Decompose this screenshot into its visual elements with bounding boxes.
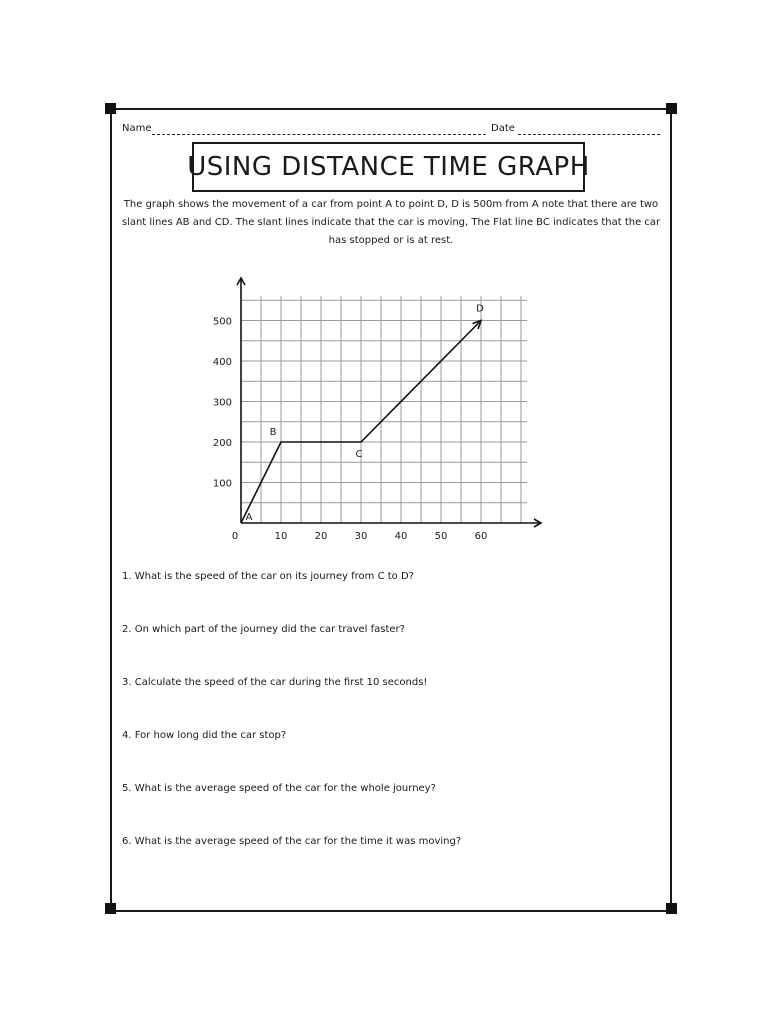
intro-text: The graph shows the movement of a car from point A to point D, D is 500m from A note that there are two slant lines AB and CD. The slant lines indicate that the car is moving, The Flat line BC indicates that the car has stopped or is at rest. [121,199,661,246]
question-4: 4. For how long did the car stop? [122,730,287,741]
corner-mark [666,903,677,914]
y-tick-label: 200 [212,438,232,449]
point-label-a: A [245,512,253,523]
x-tick-label: 10 [274,531,288,542]
question-6: 6. What is the average speed of the car for the time it was moving? [122,836,462,847]
corner-mark [105,103,116,114]
question-5: 5. What is the average speed of the car for the whole journey? [122,783,436,794]
page-title: USING DISTANCE TIME GRAPH [187,152,590,182]
date-field[interactable] [518,134,660,135]
x-tick-label: 0 [231,531,239,542]
corner-mark [105,903,116,914]
question-2: 2. On which part of the journey did the car travel faster? [122,624,405,635]
point-label-b: B [269,427,277,438]
chart-axes [237,278,541,527]
corner-mark [666,103,677,114]
name-label: Name [122,123,152,134]
x-tick-label: 50 [434,531,448,542]
point-label-c: C [355,449,363,460]
name-field[interactable] [152,134,486,135]
question-3: 3. Calculate the speed of the car during the first 10 seconds! [122,677,428,688]
point-label-d: D [476,303,484,315]
date-label: Date [491,123,515,134]
y-tick-label: 300 [212,397,232,409]
chart-ticks [213,317,487,543]
x-tick-label: 60 [474,531,488,542]
distance-time-graph [210,268,555,553]
y-tick-label: 400 [212,357,232,368]
y-tick-label: 500 [212,316,232,328]
x-tick-label: 30 [354,531,368,542]
x-tick-label: 40 [394,531,408,542]
question-1: 1. What is the speed of the car on its journey from C to D? [122,571,414,582]
x-tick-label: 20 [314,531,328,542]
title-box [187,142,590,192]
y-tick-label: 100 [212,478,232,490]
chart-grid [241,296,527,523]
